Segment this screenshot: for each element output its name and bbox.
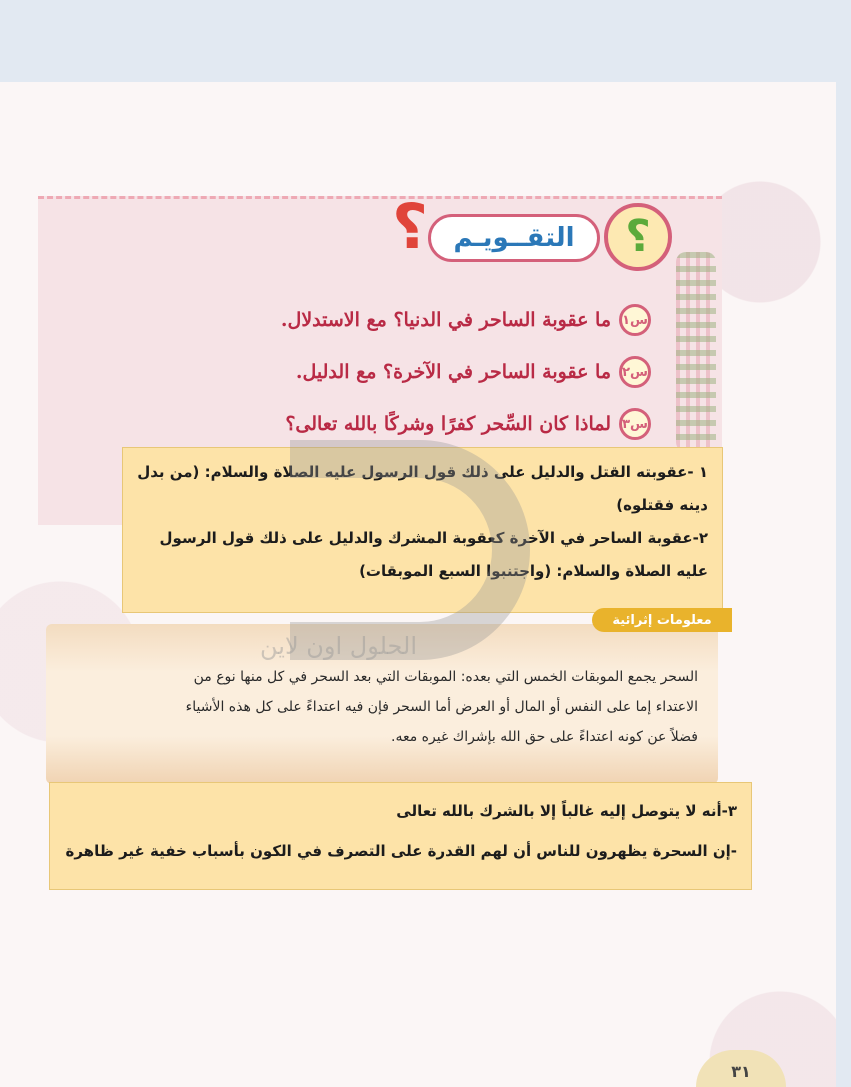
info-line: فضلاً عن كونه اعتداءً على حق الله بإشراك غيره معه.: [391, 729, 698, 745]
floral-ornament-icon: [676, 252, 716, 452]
question-mark-icon: ؟: [392, 190, 428, 263]
section-title-pill: [428, 214, 600, 262]
answer-line: دينه فقتلوه): [616, 496, 708, 514]
question-text: ما عقوبة الساحر في الآخرة؟ مع الدليل.: [295, 361, 611, 383]
green-question-mark-icon: ؟: [625, 211, 651, 262]
answer-line: -إن السحرة يظهرون للناس أن لهم القدرة على التصرف في الكون بأسباب خفية غير ظاهرة: [65, 842, 737, 860]
question-3: [285, 408, 651, 440]
page-number: ٣١: [731, 1062, 751, 1081]
enrichment-info-tag: [592, 608, 732, 632]
question-badge: س١: [619, 304, 651, 336]
watermark-logo-icon: [290, 440, 530, 660]
section-title: التقــويـم: [453, 223, 575, 253]
answer-line: ٢-عقوبة الساحر في الآخرة كعقوبة المشرك والدليل على ذلك قول الرسول: [159, 529, 708, 547]
answer-line: ٣-أنه لا يتوصل إليه غالباً إلا بالشرك بالله تعالى: [396, 802, 737, 820]
question-badge: س٣: [619, 408, 651, 440]
question-badge: س٢: [619, 356, 651, 388]
question-text: ما عقوبة الساحر في الدنيا؟ مع الاستدلال.: [280, 309, 611, 331]
info-tag-label: معلومات إثرائية: [612, 612, 712, 628]
question-circle-icon: [604, 203, 672, 271]
watermark-text: الحلول اون لاين: [260, 632, 418, 660]
info-line: الاعتداء إما على النفس أو المال أو العرض أما السحر فإن فيه اعتداءً على كل هذه الأشياء: [185, 699, 698, 715]
info-line: السحر يجمع الموبقات الخمس التي بعده: الموبقات التي بعد السحر في كل منها نوع من: [193, 669, 698, 685]
question-2: [296, 356, 651, 388]
right-band: [836, 82, 851, 1087]
question-1: [281, 304, 651, 336]
top-band: [0, 0, 851, 82]
answer-line: ١ -عقوبته القتل والدليل على ذلك قول الرسول عليه الصلاة والسلام: (من بدل: [137, 463, 708, 481]
answer-box-2: [49, 782, 752, 890]
answer-line: عليه الصلاة والسلام: (واجتنبوا السبع الموبقات): [359, 562, 708, 580]
question-text: لماذا كان السِّحر كفرًا وشركًا بالله تعالى؟: [285, 413, 611, 435]
